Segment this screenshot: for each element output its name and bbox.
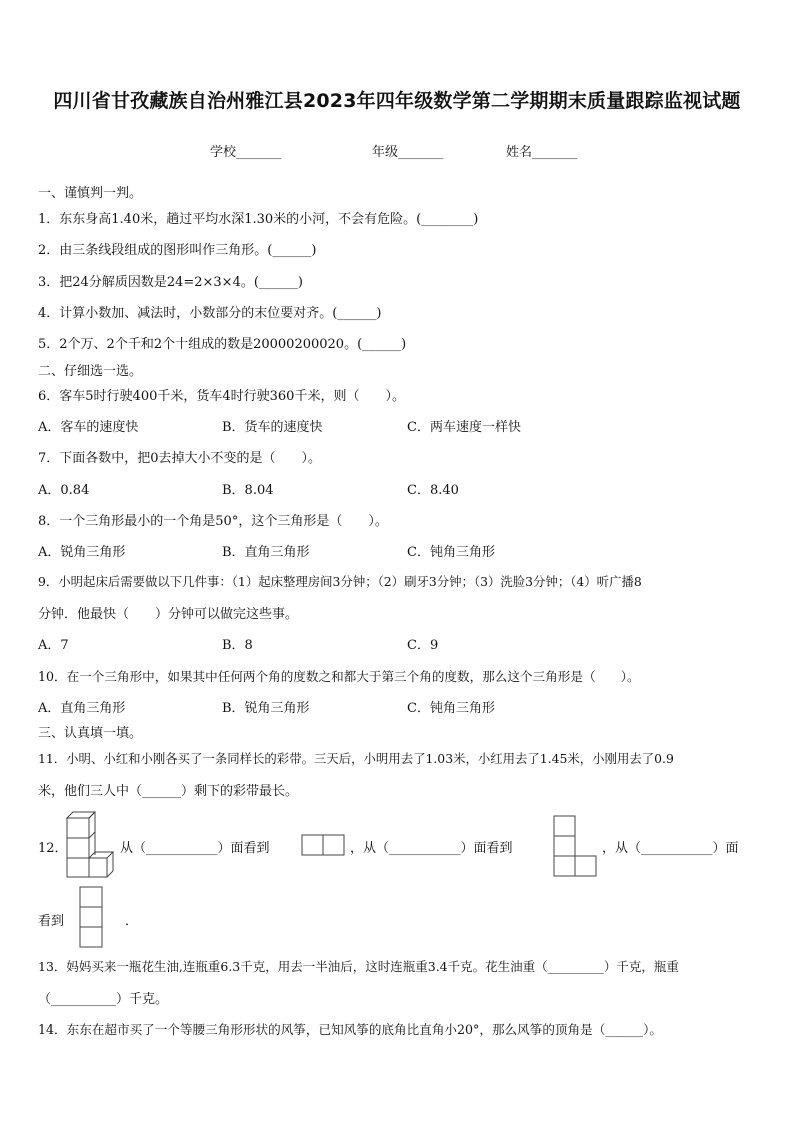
grade-field: 年级_______ — [372, 145, 444, 160]
question-13-line2: （__________）千克。 — [38, 992, 169, 1007]
q8-option-c: C．钝角三角形 — [407, 545, 495, 560]
question-2: 2．由三条线段组成的图形叫作三角形。(______) — [38, 243, 317, 258]
q6-option-b: B．货车的速度快 — [222, 420, 323, 435]
question-6: 6．客车5时行驶400千米，货车4时行驶360千米，则（ ）。 — [38, 389, 405, 404]
cube-stack-figure — [65, 810, 115, 878]
question-7: 7．下面各数中，把0去掉大小不变的是（ ）。 — [38, 451, 322, 466]
q10-option-a: A．直角三角形 — [38, 701, 126, 716]
question-9-line2: 分钟．他最快（ ）分钟可以做完这些事。 — [38, 607, 299, 622]
question-11-line1: 11．小明、小红和小刚各买了一条同样长的彩带。三天后，小明用去了1.03米，小红用去了1.45米，小刚用去了0.9 — [38, 751, 674, 766]
q9-option-b: B．8 — [222, 638, 253, 653]
q7-option-b: B．8.04 — [222, 483, 274, 498]
q10-option-b: B．锐角三角形 — [222, 701, 310, 716]
q6-option-c: C．两车速度一样快 — [407, 420, 521, 435]
q12-text-part4: 看到 — [38, 914, 65, 929]
question-14: 14．东东在超市买了一个等腰三角形形状的风筝，已知风筝的底角比直角小20°，那么风筝的顶角是（______）。 — [38, 1022, 662, 1037]
question-5: 5．2个万、2个千和2个十组成的数是20000200020。(______) — [38, 337, 407, 352]
section-heading-fill: 三、认真填一填。 — [38, 726, 143, 741]
question-13-line1: 13．妈妈买来一瓶花生油,连瓶重6.3千克，用去一半油后，这时连瓶重3.4千克。花生油重（_________）千克，瓶重 — [38, 959, 679, 974]
question-9-line1: 9．小明起床后需要做以下几件事：（1）起床整理房间3分钟；（2）刷牙3分钟；（3）洗脸3分钟；（4）听广播8 — [38, 574, 642, 589]
question-8: 8．一个三角形最小的一个角是50°，这个三角形是（ ）。 — [38, 514, 388, 529]
view-two-squares-figure — [301, 834, 345, 856]
question-10: 10．在一个三角形中，如果其中任何两个角的度数之和都大于第三个角的度数，那么这个三角形是（ ）。 — [38, 669, 640, 684]
q12-text-part1: 从（___________）面看到 — [120, 841, 270, 856]
q10-option-c: C．钝角三角形 — [407, 701, 495, 716]
q7-option-a: A．0.84 — [38, 483, 90, 498]
question-4: 4．计算小数加、减法时，小数部分的末位要对齐。(______) — [38, 306, 382, 321]
q9-option-a: A．7 — [38, 638, 69, 653]
page-title: 四川省甘孜藏族自治州雅江县2023年四年级数学第二学期期末质量跟踪监视试题 — [53, 90, 741, 112]
question-1: 1．东东身高1.40米，趟过平均水深1.30米的小河，不会有危险。(________) — [38, 212, 479, 227]
q7-option-c: C．8.40 — [407, 483, 459, 498]
view-l-shape-figure — [553, 815, 597, 877]
view-column-figure — [79, 886, 103, 948]
q12-end: ． — [125, 914, 139, 929]
q12-text-part2: ，从（___________）面看到 — [350, 841, 513, 856]
section-heading-judge: 一、谨慎判一判。 — [38, 186, 143, 201]
q12-text-part3: ，从（___________）面 — [602, 841, 739, 856]
question-3: 3．把24分解质因数是24=2×3×4。(______) — [38, 275, 303, 290]
q8-option-a: A．锐角三角形 — [38, 545, 126, 560]
q9-option-c: C．9 — [407, 638, 439, 653]
q6-option-a: A．客车的速度快 — [38, 420, 139, 435]
q8-option-b: B．直角三角形 — [222, 545, 310, 560]
school-field: 学校_______ — [210, 145, 282, 160]
question-11-line2: 米，他们三人中（______）剩下的彩带最长。 — [38, 784, 299, 799]
question-12-number: 12． — [38, 841, 68, 856]
section-heading-choose: 二、仔细选一选。 — [38, 364, 143, 379]
name-field: 姓名_______ — [506, 145, 578, 160]
